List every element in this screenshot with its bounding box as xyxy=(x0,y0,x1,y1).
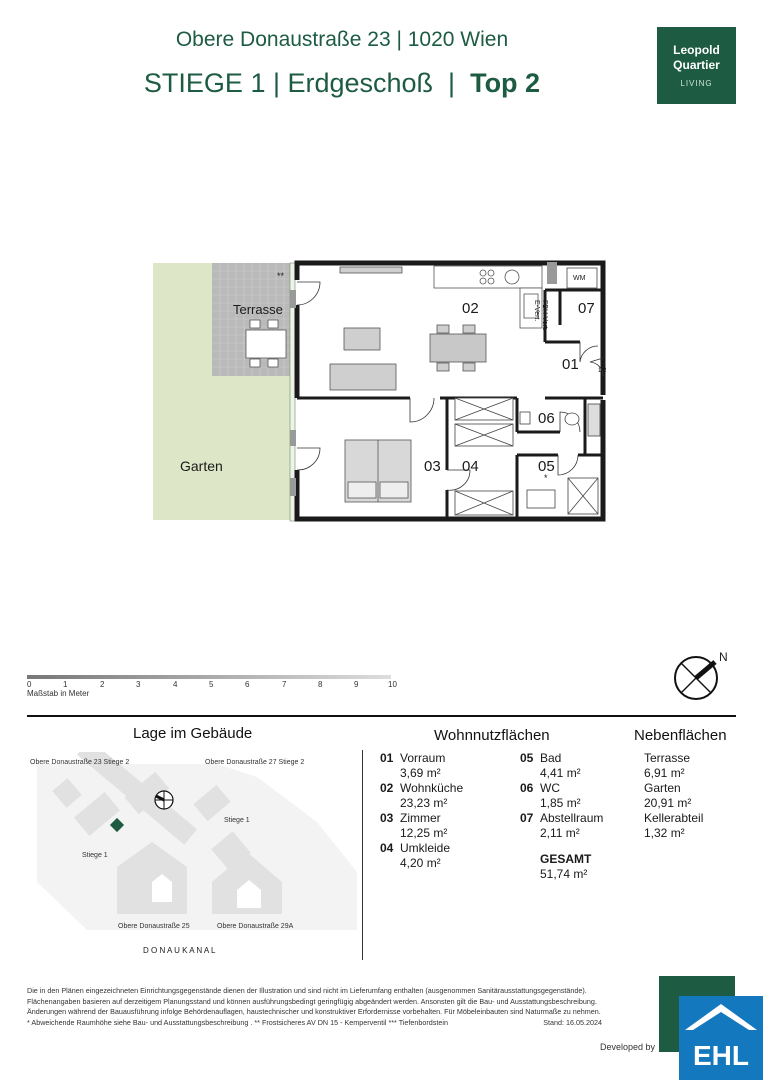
living-areas-col1 xyxy=(380,751,463,871)
scale-tick-3: 3 xyxy=(136,680,141,689)
title-stair-floor: STIEGE 1 | Erdgeschoß | xyxy=(143,68,471,98)
room-05-label: 05 xyxy=(538,458,555,475)
site-map xyxy=(27,752,363,962)
scale-tick-4: 4 xyxy=(173,680,178,689)
room-01-label: 01 xyxy=(562,356,579,373)
site-label-stiege1-left: Stiege 1 xyxy=(82,852,108,859)
scale-tick-2: 2 xyxy=(100,680,105,689)
scale-tick-5: 5 xyxy=(209,680,214,689)
label-terrace: Terrasse xyxy=(233,302,283,317)
site-label-od29: Obere Donaustraße 29A xyxy=(217,923,294,930)
scale-tick-6: 6 xyxy=(245,680,250,689)
area-row-01: 01 Vorraum 3,69 m² xyxy=(380,751,446,780)
total-row: GESAMT 51,74 m² xyxy=(540,852,592,881)
side-area-cellar: Kellerabteil 1,32 m² xyxy=(644,811,704,840)
kitchen-counter xyxy=(434,266,542,328)
title-top-number: Top 2 xyxy=(470,68,541,98)
room-06-label: 06 xyxy=(538,410,555,427)
scale-tick-0: 0 xyxy=(27,680,32,689)
area-row-06: 06 WC 1,85 m² xyxy=(520,781,581,810)
living-areas-col2 xyxy=(520,751,603,882)
area-row-05: 05 Bad 4,41 m² xyxy=(520,751,581,780)
room-03-label: 03 xyxy=(424,458,441,475)
disclaimer xyxy=(27,986,602,1028)
site-label-od25: Obere Donaustraße 25 xyxy=(118,923,190,930)
section-divider xyxy=(27,715,736,717)
compass-north-label: N xyxy=(719,650,728,664)
label-garden: Garten xyxy=(180,458,223,474)
site-label-od23: Obere Donaustraße 23 Stiege 2 xyxy=(30,759,130,766)
side-areas-list xyxy=(644,751,703,841)
column-divider xyxy=(362,750,363,960)
plan-date: Stand: 16.05.2024 xyxy=(543,1017,602,1027)
scale-tick-8: 8 xyxy=(318,680,323,689)
scale-tick-7: 7 xyxy=(282,680,287,689)
bed xyxy=(345,440,411,502)
location-heading: Lage im Gebäude xyxy=(133,725,253,742)
area-row-07: 07 Abstellraum 2,11 m² xyxy=(520,811,604,840)
inner-walls xyxy=(297,290,603,519)
area-row-04: 04 Umkleide 4,20 m² xyxy=(380,841,451,870)
label-double-star: ** xyxy=(277,271,285,281)
disclaimer-line-1: Die in den Plänen eingezeichneten Einrichtungsgegenstände dienen der Illustration und sind nicht im Lieferumfang enthalten (ausgenommen Sanitärausstattungsgegenstände). xyxy=(27,986,587,995)
side-area-terrace: Terrasse 6,91 m² xyxy=(644,751,691,780)
site-label-canal: D O N A U K A N A L xyxy=(143,946,216,955)
outer-walls xyxy=(297,263,603,519)
wardrobes xyxy=(455,398,513,515)
label-door-note: 1/2 xyxy=(598,368,607,374)
area-row-02: 02 Wohnküche 23,23 m² xyxy=(380,781,464,810)
ehl-logo-text: EHL xyxy=(693,1040,749,1071)
disclaimer-line-4: * Abweichende Raumhöhe siehe Bau- und Ausstattungsbeschreibung . ** Frostsicheres AV DN 15 - Kemperventil *** Tiefenbordstein Stand: 16.05.2024 xyxy=(27,1017,602,1027)
scale-tick-1: 1 xyxy=(63,680,68,689)
label-e-vert: E-Vert. xyxy=(533,300,540,322)
developed-by-label: Developed by xyxy=(600,1042,656,1052)
label-star: * xyxy=(544,473,548,483)
logo-line-3: LIVING xyxy=(680,79,713,88)
room-02-label: 02 xyxy=(462,300,479,317)
address-heading: Obere Donaustraße 23 | 1020 Wien xyxy=(175,28,509,51)
disclaimer-line-2: Flächenangaben basieren auf derzeitigem Planungsstand und können ausführungsbedingt geringfügig abgeändert werden. Ansonsten gilt die Bau- und Ausstattungsbeschreibung. xyxy=(27,996,597,1006)
side-areas-heading: Nebenflächen xyxy=(634,727,727,744)
scale-tick-9: 9 xyxy=(354,680,359,689)
scale-tick-10: 10 xyxy=(388,680,397,689)
logo-line-2: Quartier xyxy=(673,58,720,72)
label-fbh-vert: FBH-Vert. xyxy=(541,300,548,331)
side-area-garden: Garten 20,91 m² xyxy=(644,781,692,810)
label-wm: WM xyxy=(573,275,586,282)
disclaimer-line-3: Änderungen während der Bauausführung infolge Behördenauflagen, haustechnischer und konstruktiver Erfordernisse vorbehalten. Für Möbeleinbauten sind Naturmaße zu nehmen. xyxy=(27,1007,601,1016)
logo-line-1: Leopold Quartier xyxy=(673,43,720,72)
ehl-logo xyxy=(679,996,763,1080)
area-row-03: 03 Zimmer 12,25 m² xyxy=(380,811,448,840)
scale-bar xyxy=(27,675,391,679)
room-04-label: 04 xyxy=(462,458,479,475)
scale-caption: Maßstab in Meter xyxy=(27,689,90,698)
room-07-label: 07 xyxy=(578,300,595,317)
site-label-stiege1-right: Stiege 1 xyxy=(224,817,250,824)
site-label-od27: Obere Donaustraße 27 Stiege 2 xyxy=(205,759,305,766)
living-areas-heading: Wohnnutzflächen xyxy=(434,727,550,744)
